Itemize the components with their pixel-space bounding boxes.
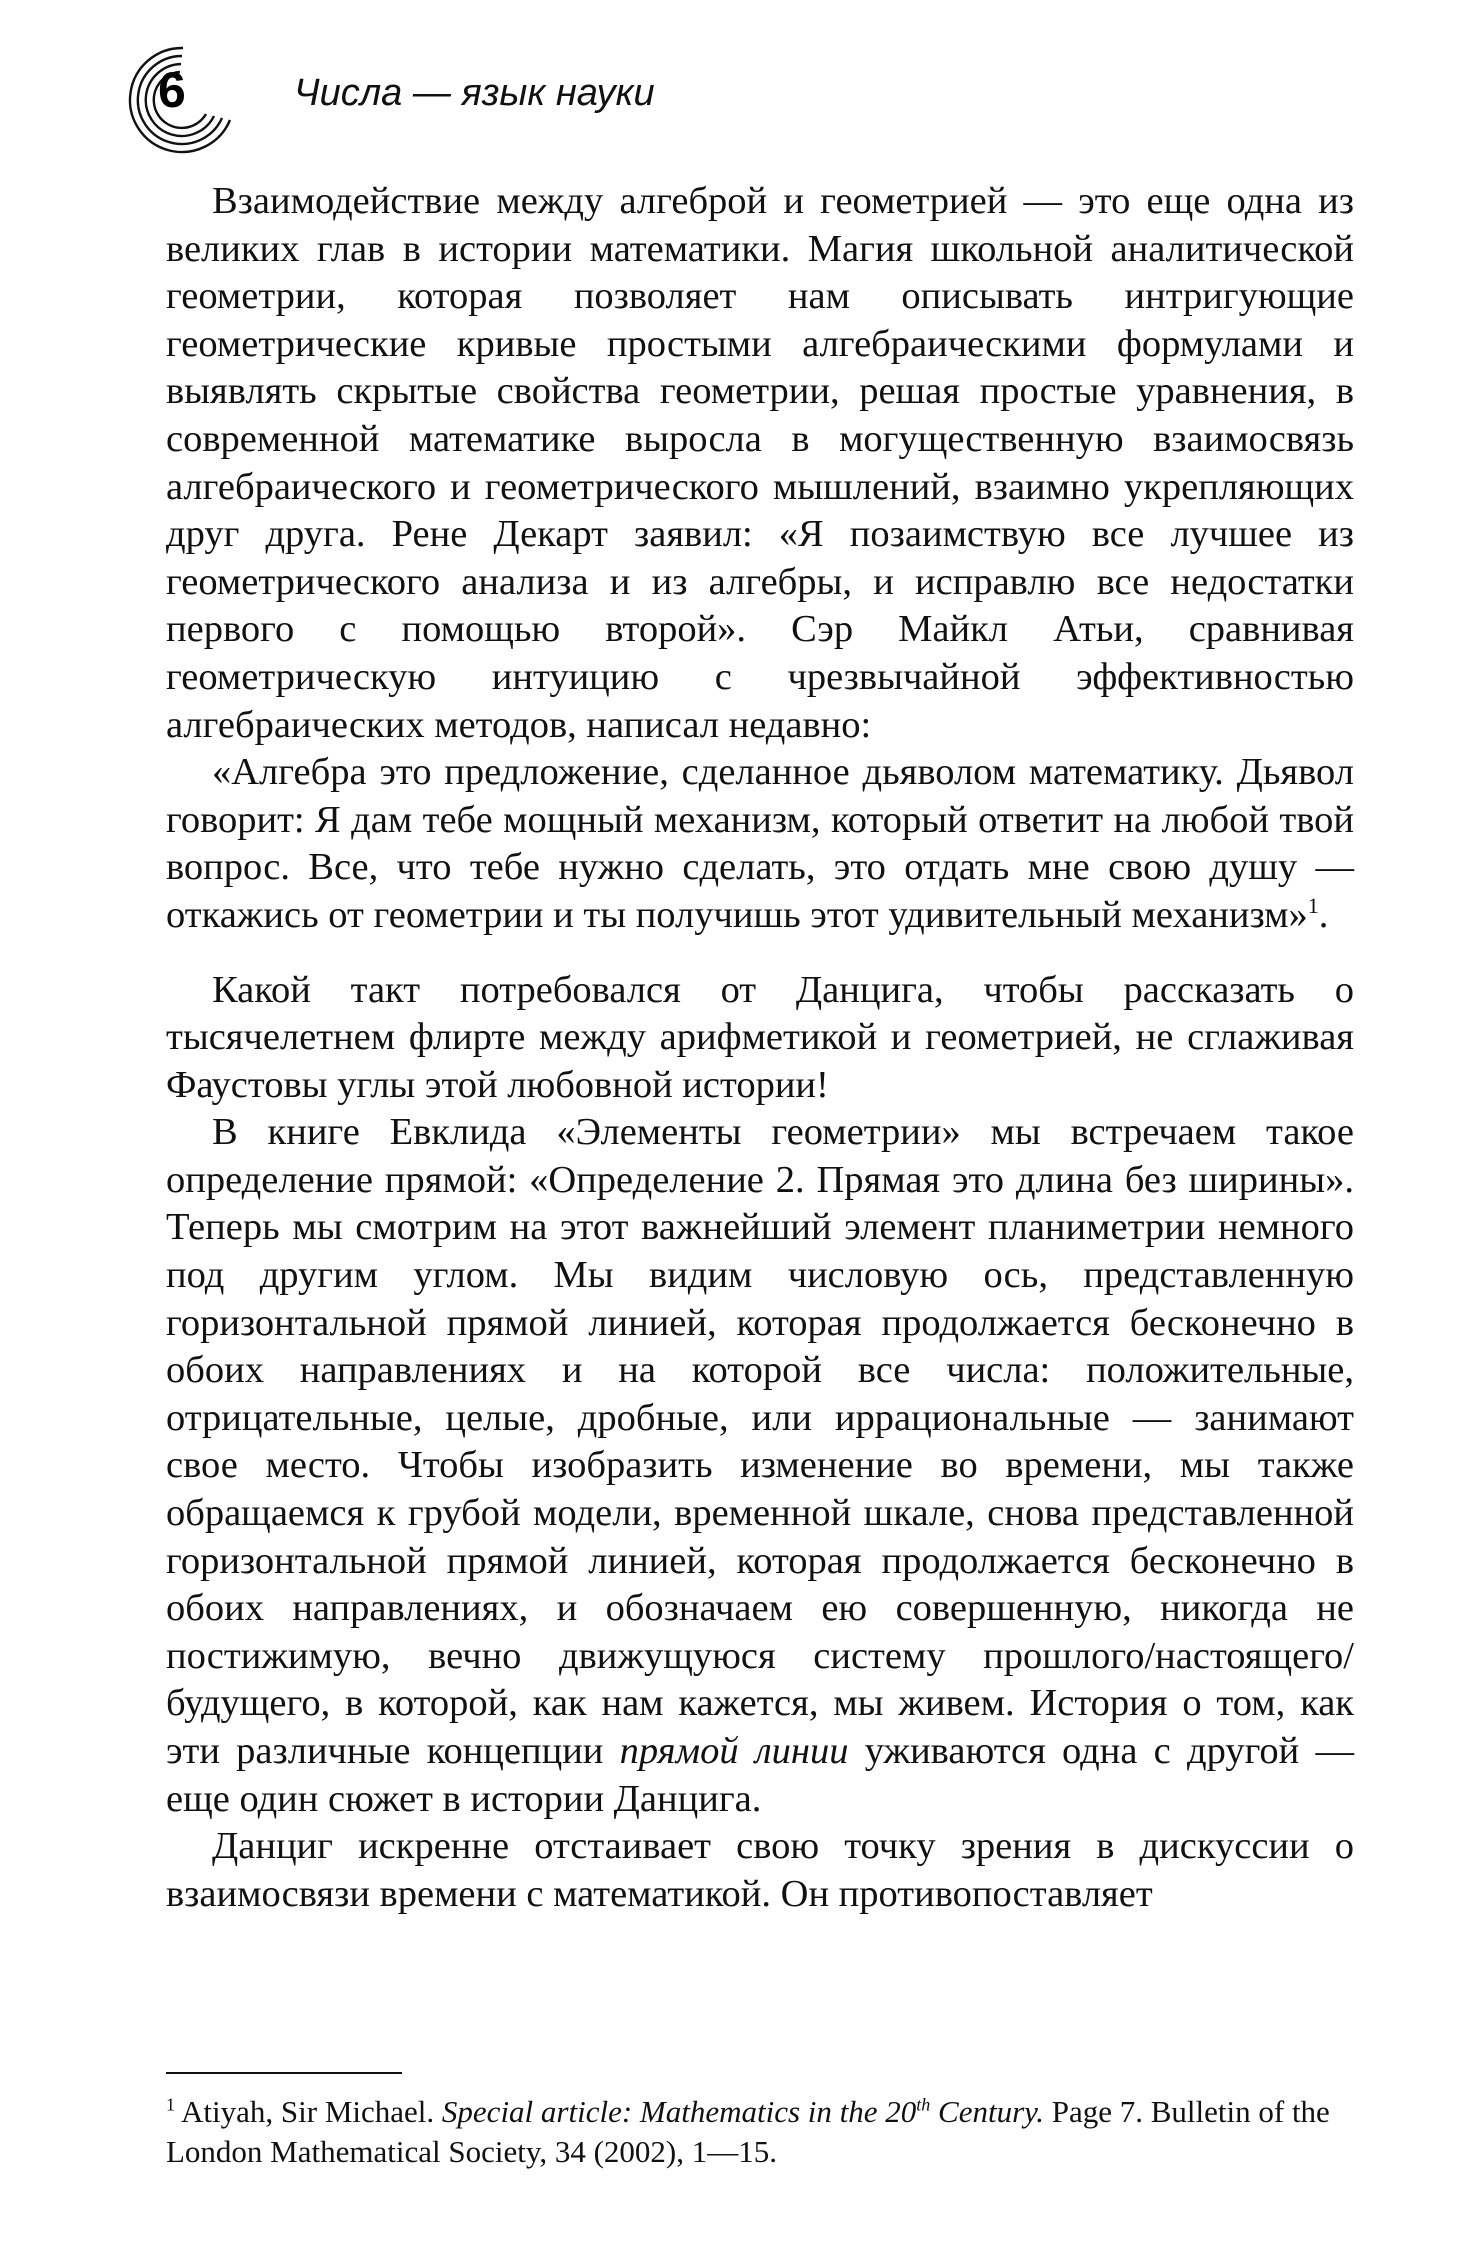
running-title: Числа — язык науки	[294, 72, 655, 114]
footnote-title-sup: th	[916, 2094, 931, 2115]
quote-end: .	[1318, 893, 1329, 936]
footnote-title-part1: Special article: Mathematics in the 20	[441, 2094, 917, 2129]
paragraph-4-text: В книге Евклида «Элементы геометрии» мы встречаем такое определение прямой: «Определение 2. Прямая это длина без ширины». Теперь мы смотрим на этот важнейший элемент планиметрии немного под другим углом. Мы видим числовую ось, представленную горизонтальной прямой линией, которая продолжается бесконечно в обоих направлениях и на которой все числа: положительные, отрицательные, целые, дробные, или иррациональные — занимают свое место. Чтобы изобразить изменение во времени, мы также обращаемся к грубой модели, временной шкале, снова представленной горизонтальной прямой линией, которая продолжается бесконечно в обоих направлениях, и обозначаем ею совершенную, никогда не постижимую, вечно движущуюся систему прошлого/настоящего/будущего, в которой, как нам кажется, мы живем. История о том, как эти различные концепции	[166, 1111, 1354, 1772]
footnote-source: Page 7. Bulletin of the London Mathematical Society, 34 (2002), 1—15.	[166, 2094, 1330, 2169]
paragraph-4	[166, 1109, 1354, 1823]
footnote-author: Atiyah, Sir Michael.	[181, 2094, 435, 2129]
footnote	[166, 2092, 1354, 2172]
main-text	[166, 178, 1354, 1918]
footnote-divider	[166, 2072, 402, 2074]
page-number: 6	[158, 62, 186, 118]
paragraph-4-emphasis: прямой линии	[619, 1730, 849, 1772]
footnote-reference: 1	[1307, 893, 1319, 919]
paragraph-4-end: уживаются одна с другой — еще один сюжет в истории Данцига.	[166, 1730, 1354, 1820]
quote-text: «Алгебра это предложение, сделанное дьяволом математику. Дьявол говорит: Я дам тебе мощный механизм, который ответит на любой твой вопрос. Все, что тебе нужно сделать, это отдать мне свою душу — откажись от геометрии и ты получишь этот удивительный механизм»	[166, 751, 1354, 936]
footnote-mark: 1	[166, 2094, 175, 2115]
page-header	[108, 40, 1358, 160]
footnote-title	[442, 2094, 1044, 2129]
paragraph-5: Данциг искренне отстаивает свою точку зрения в дискуссии о взаимосвязи времени с математикой. Он противопоставляет	[166, 1825, 1354, 1915]
footnote-title-part2: Century.	[938, 2094, 1044, 2129]
paragraph-1: Взаимодействие между алгеброй и геометрией — это еще одна из великих глав в истории математики. Магия школьной аналитической геометрии, которая позволяет нам описывать интригующие геометрические кривые простыми алгебраическими формулами и выявлять скрытые свойства геометрии, решая простые уравнения, в современной математике выросла в могущественную взаимосвязь алгебраического и геометрического мышлений, взаимно укрепляющих друг друга. Рене Декарт заявил: «Я позаимствую все лучшее из геометрического анализа и из алгебры, и исправлю все недостатки первого с помощью второй». Сэр Майкл Атьи, сравнивая геометрическую интуицию с чрезвычайной эффективностью алгебраических методов, написал недавно:	[166, 180, 1354, 746]
paragraph-3: Какой такт потребовался от Данцига, чтобы рассказать о тысячелетнем флирте между арифметикой и геометрией, не сглаживая Фаустовы углы этой любовной истории!	[166, 968, 1354, 1106]
paragraph-2-quote	[166, 749, 1354, 939]
